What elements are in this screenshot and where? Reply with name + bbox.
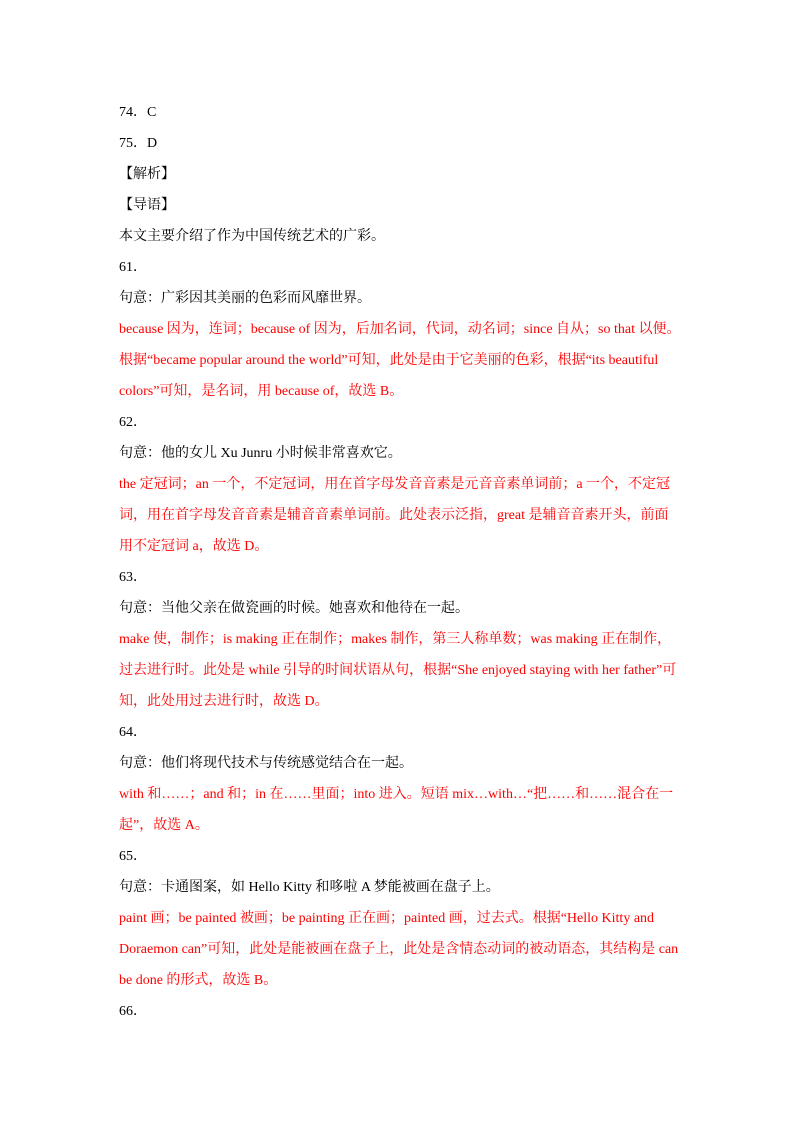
explanation-line: colors”可知，是名词，用 because of，故选 B。 (119, 384, 404, 399)
answer-74: 74．C (119, 105, 157, 120)
explanation-line: 词，用在首字母发音音素是辅音音素单词前。此处表示泛指，great 是辅音音素开头，前面 (119, 508, 669, 523)
intro-text: 本文主要介绍了作为中国传统艺术的广彩。 (119, 229, 385, 244)
explanation-line: because 因为，连词；because of 因为，后加名词，代词，动名词；since 自从；so that 以便。 (119, 322, 681, 337)
question-number-65: 65． (119, 849, 147, 864)
explanation-line: 过去进行时。此处是 while 引导的时间状语从句，根据“She enjoyed staying with her father”可 (119, 663, 677, 678)
question-meaning-63: 句意：当他父亲在做瓷画的时候。她喜欢和他待在一起。 (119, 601, 469, 616)
question-number-63: 63． (119, 570, 147, 585)
question-number-62: 62． (119, 415, 147, 430)
question-meaning-61: 句意：广彩因其美丽的色彩而风靡世界。 (119, 291, 371, 306)
explanation-line: 知，此处用过去进行时，故选 D。 (119, 694, 329, 709)
question-meaning-62: 句意：他的女儿 Xu Junru 小时候非常喜欢它。 (119, 446, 402, 461)
document-body (119, 97, 679, 1027)
explanation-line: Doraemon can”可知，此处是能被画在盘子上，此处是含情态动词的被动语态，其结构是 can (119, 942, 679, 957)
heading-jiexi: 【解析】 (119, 167, 175, 182)
explanation-line: 用不定冠词 a，故选 D。 (119, 539, 269, 554)
explanation-line: with 和……；and 和；in 在……里面；into 进入。短语 mix…with…“把……和……混合在一 (119, 787, 674, 802)
question-meaning-64: 句意：他们将现代技术与传统感觉结合在一起。 (119, 756, 413, 771)
explanation-line: 根据“became popular around the world”可知，此处是由于它美丽的色彩，根据“its beautiful (119, 353, 659, 368)
explanation-line: make 使，制作；is making 正在制作；makes 制作，第三人称单数；was making 正在制作， (119, 632, 672, 647)
question-number-66: 66． (119, 1004, 147, 1019)
question-number-61: 61． (119, 260, 147, 275)
answer-75: 75．D (119, 136, 158, 151)
explanation-line: be done 的形式，故选 B。 (119, 973, 278, 988)
explanation-line: paint 画；be painted 被画；be painting 正在画；painted 画，过去式。根据“Hello Kitty and (119, 911, 655, 926)
explanation-line: 起”，故选 A。 (119, 818, 209, 833)
question-number-64: 64． (119, 725, 147, 740)
heading-daoyu: 【导语】 (119, 198, 175, 213)
question-meaning-65: 句意：卡通图案，如 Hello Kitty 和哆啦 A 梦能被画在盘子上。 (119, 880, 500, 895)
explanation-line: the 定冠词；an 一个，不定冠词，用在首字母发音音素是元音音素单词前；a 一个，不定冠 (119, 477, 671, 492)
